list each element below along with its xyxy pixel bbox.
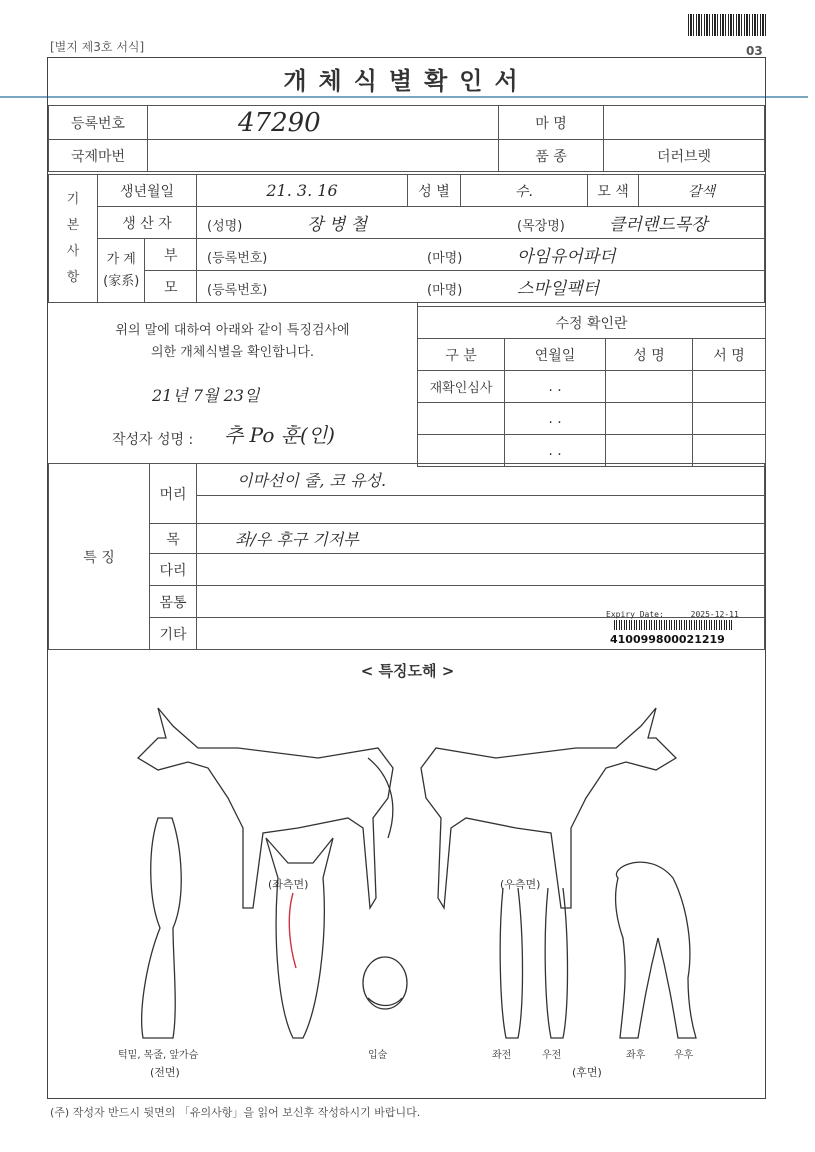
revision-row3-sign [693,435,766,467]
page-number: 03 [746,44,763,58]
basic-info-label: 기본사항 [66,191,80,285]
top-barcode [688,14,766,36]
left-side-horse [138,708,393,908]
coat-label: 모 색 [588,175,639,207]
form-label: [별지 제3호 서식] [50,40,145,54]
rear-legs-view [500,888,567,1038]
rear-view-label: (후면) [572,1066,602,1079]
front-view-label: (전면) [150,1066,180,1079]
revision-row1-sign [693,371,766,403]
birth-date-value: 21. 3. 16 [197,175,408,207]
hind-right-label: 우후 [674,1050,694,1061]
author-label: 작성자 성명 : [112,432,194,448]
head-marking [289,893,296,968]
breeder-row [197,207,765,239]
confirmation-line1: 위의 말에 대하여 아래와 같이 특징검사에 [115,323,350,338]
top-info-table [48,105,765,172]
sire-name-label: (마명) [427,251,463,266]
right-side-label: (우측면) [500,878,541,891]
hind-view [616,862,696,1038]
torso-marking-value: 좌/우 후구 기저부 [197,524,765,554]
revision-row3-name [606,435,693,467]
expiry-label: Expiry Date: [606,610,664,619]
confirmation-line2: 의한 개체식별을 확인합니다. [150,345,315,360]
breed-label: 품 종 [499,140,604,172]
front-caption: 턱밑, 목줄, 앞가슴 [118,1050,199,1061]
right-side-horse [421,708,676,908]
horse-name-value [604,106,765,140]
revision-row3-date: . . [505,435,606,467]
document-title: 개체식별확인서 [48,58,765,106]
author-signature: 추 Po 훈(인) [224,423,335,447]
legs-value [197,554,765,586]
revision-row2-sign [693,403,766,435]
sire-name-value: 아임유어파더 [517,247,616,267]
head-view [266,838,333,1038]
diagram-title: < 특징도해 > [360,662,455,680]
sex-value: 수. [461,175,588,207]
revision-table [417,306,766,467]
revision-row1-name [606,371,693,403]
revision-title: 수정 확인란 [418,307,766,339]
revision-header-sign: 서 명 [693,339,766,371]
left-side-label: (좌측면) [268,878,309,891]
rear-left-label: 좌전 [492,1050,512,1061]
sire-reg-label: (등록번호) [207,251,268,266]
lips-label: 입술 [368,1050,388,1061]
revision-header-name: 성 명 [606,339,693,371]
rear-right-label: 우전 [542,1050,562,1061]
feature-barcode-number: 410099800021219 [610,633,725,646]
basic-info-table [48,174,765,303]
sire-label: 부 [145,239,197,271]
dam-name-label: (마명) [427,283,463,298]
dam-row [197,271,765,303]
farm-label: (목장명) [517,219,565,234]
other-label: 기타 [150,618,197,650]
confirmation-date: 21년 7월 23일 [152,386,260,405]
breeder-label: 생 산 자 [98,207,197,239]
sex-label: 성 별 [408,175,461,207]
head-extra [197,496,765,524]
expiry-row [606,610,739,619]
dam-label: 모 [145,271,197,303]
head-label: 머리 [150,464,197,524]
neck-label: 목 [150,524,197,554]
expiry-value: 2025-12-11 [690,610,739,619]
revision-row2-date: . . [505,403,606,435]
breed-value: 더러브렛 [604,140,765,172]
revision-row2-name [606,403,693,435]
intl-no-label: 국제마번 [49,140,148,172]
revision-row1-label: 재확인심사 [418,371,505,403]
revision-row3-label [418,435,505,467]
horse-name-label: 마 명 [499,106,604,140]
revision-row2-label [418,403,505,435]
torso-label: 몸통 [150,586,197,618]
revision-header-type: 구 분 [418,339,505,371]
revision-header-date: 연월일 [505,339,606,371]
farm-value: 클러랜드목장 [609,215,708,235]
breeder-name-label: (성명) [207,219,243,234]
feature-barcode [614,620,734,630]
revision-row1-date: . . [505,371,606,403]
dam-name-value: 스마일팩터 [517,279,600,299]
confirmation-block [48,303,418,464]
birth-date-label: 생년월일 [98,175,197,207]
lineage-hanja: (家系) [103,273,140,289]
breeder-name-value: 장 병 철 [307,215,368,235]
reg-no-value: 47290 [148,106,499,140]
coat-value: 갈색 [639,175,765,207]
horse-diagram [48,678,765,1078]
legs-label: 다리 [150,554,197,586]
basic-info-section [49,175,98,303]
dam-reg-label: (등록번호) [207,283,268,298]
features-section-label: 특 징 [49,464,150,650]
reg-no-label: 등록번호 [49,106,148,140]
identification-document [47,57,766,1099]
lips-view [363,957,407,1009]
intl-no-value [148,140,499,172]
front-view-horse [142,818,182,1038]
hind-left-label: 좌후 [626,1050,646,1061]
lineage-cell [98,239,145,303]
head-value: 이마선이 줄, 코 유성. [197,464,765,496]
sire-row [197,239,765,271]
lineage-label: 가 계 [106,251,136,267]
footer-note: (주) 작성자 반드시 뒷면의 「유의사항」을 읽어 보신후 작성하시기 바랍니다. [50,1106,421,1119]
